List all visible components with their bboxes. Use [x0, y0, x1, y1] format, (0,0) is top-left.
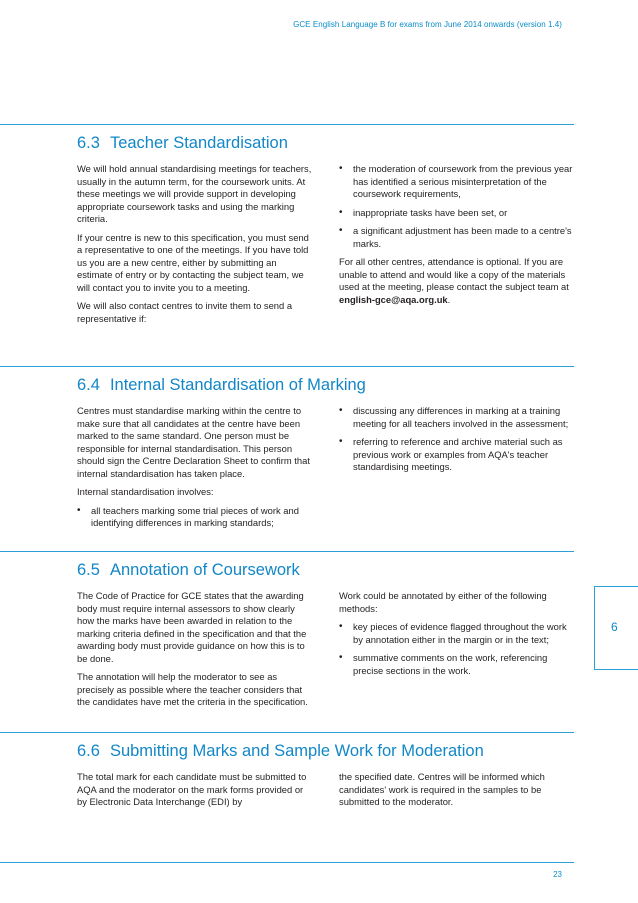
page-number: 23	[553, 870, 562, 879]
bullet-list	[339, 405, 575, 474]
paragraph-text: the specified date. Centres will be informed which candidates' work is required in the samples to be submitted to the moderator.	[339, 771, 545, 807]
running-header: GCE English Language B for exams from June 2014 onwards (version 1.4)	[293, 20, 562, 29]
bullet-list	[339, 163, 575, 250]
section-rule	[0, 366, 574, 367]
left-column	[77, 771, 313, 815]
paragraph	[77, 232, 313, 295]
section-title	[77, 561, 574, 580]
paragraph	[77, 671, 313, 709]
section-rule	[0, 124, 574, 125]
bullet-item: • all teachers marking some trial pieces of work and identifying differences in marking standards;	[77, 505, 313, 530]
paragraph-text: The Code of Practice for GCE states that the awarding body must require internal assessors to show clearly how the marks have been awarded in relation to the marking criteria defined in the specification and that the awarding body must provide guidance on how this is to be done.	[77, 590, 307, 664]
paragraph	[77, 590, 313, 665]
section-6-4	[64, 366, 574, 536]
section-rule	[0, 732, 574, 733]
section-title-text: Annotation of Coursework	[109, 561, 300, 579]
section-title-text: Submitting Marks and Sample Work for Moderation	[109, 742, 484, 760]
section-columns	[77, 405, 575, 536]
section-title	[77, 376, 574, 395]
paragraph	[339, 256, 575, 306]
section-number: 6.4	[77, 376, 100, 394]
paragraph-text-end: .	[447, 293, 451, 305]
paragraph-text: For all other centres, attendance is optional. If you are unable to attend and would like a copy of the materials used at the meeting, please contact the subject team at	[339, 256, 569, 292]
right-column	[339, 590, 575, 715]
section-6-6	[64, 732, 574, 815]
bullet-item: • inappropriate tasks have been set, or	[339, 207, 575, 220]
bullet-item: • summative comments on the work, referencing precise sections in the work.	[339, 652, 575, 677]
bullet-list	[339, 621, 575, 677]
contact-email: english-gce@aqa.org.uk	[339, 293, 448, 305]
section-title-text: Teacher Standardisation	[109, 134, 288, 152]
section-title	[77, 742, 574, 761]
paragraph	[77, 486, 313, 499]
paragraph-text: Internal standardisation involves:	[77, 486, 214, 497]
bullet-item: • discussing any differences in marking at a training meeting for all teachers involved in the assessment;	[339, 405, 575, 430]
bullet-item: • referring to reference and archive material such as previous work or examples from AQA's teacher standardising meetings.	[339, 436, 575, 474]
paragraph-text: Centres must standardise marking within the centre to make sure that all candidates at the centre have been marked to the same standard. One person must be responsible for internal standardisation. This person should sign the Centre Declaration Sheet to confirm that internal standardisation has taken place.	[77, 405, 310, 479]
section-number: 6.6	[77, 742, 100, 760]
right-column	[339, 405, 575, 536]
paragraph	[77, 771, 313, 809]
left-column	[77, 590, 313, 715]
footer-rule	[0, 862, 574, 863]
paragraph	[339, 590, 575, 615]
paragraph-text: We will also contact centres to invite them to send a representative if:	[77, 300, 293, 324]
bullet-item: • key pieces of evidence flagged throughout the work by annotation either in the margin or in the text;	[339, 621, 575, 646]
bullet-item: • a significant adjustment has been made to a centre's marks.	[339, 225, 575, 250]
section-6-5	[64, 551, 574, 715]
right-column	[339, 163, 575, 331]
paragraph	[77, 405, 313, 480]
paragraph-text: The annotation will help the moderator to see as precisely as possible where the teacher considers that the candidates have met the criteria in the specification.	[77, 671, 308, 707]
section-title	[77, 134, 574, 153]
section-rule	[0, 551, 574, 552]
right-column	[339, 771, 575, 815]
paragraph	[77, 300, 313, 325]
section-columns	[77, 771, 575, 815]
paragraph	[339, 771, 575, 809]
section-columns	[77, 590, 575, 715]
paragraph-text: We will hold annual standardising meetings for teachers, usually in the autumn term, for the coursework units. At these meetings we will provide support in developing appropriate coursework tasks and using the marking criteria.	[77, 163, 312, 224]
paragraph-text: If your centre is new to this specification, you must send a representative to one of the meetings. If you have told us you are a new centre, either by submitting an estimate of entry or by contacting the subject team, we will contact you to invite you to a meeting.	[77, 231, 309, 293]
paragraph-text: The total mark for each candidate must be submitted to AQA and the moderator on the mark forms provided or by Electronic Data Interchange (EDI) by	[77, 771, 307, 807]
bullet-list	[77, 505, 313, 530]
bullet-item: • the moderation of coursework from the previous year has identified a serious misinterpretation of the coursework requirements,	[339, 163, 575, 201]
paragraph	[77, 163, 313, 226]
chapter-tab-label: 6	[611, 620, 618, 634]
section-number: 6.5	[77, 561, 100, 579]
chapter-tab	[594, 586, 638, 670]
section-6-3	[64, 124, 574, 331]
section-columns	[77, 163, 575, 331]
left-column	[77, 405, 313, 536]
paragraph-text: Work could be annotated by either of the following methods:	[339, 590, 547, 614]
section-title-text: Internal Standardisation of Marking	[109, 376, 366, 394]
section-number: 6.3	[77, 134, 100, 152]
left-column	[77, 163, 313, 331]
